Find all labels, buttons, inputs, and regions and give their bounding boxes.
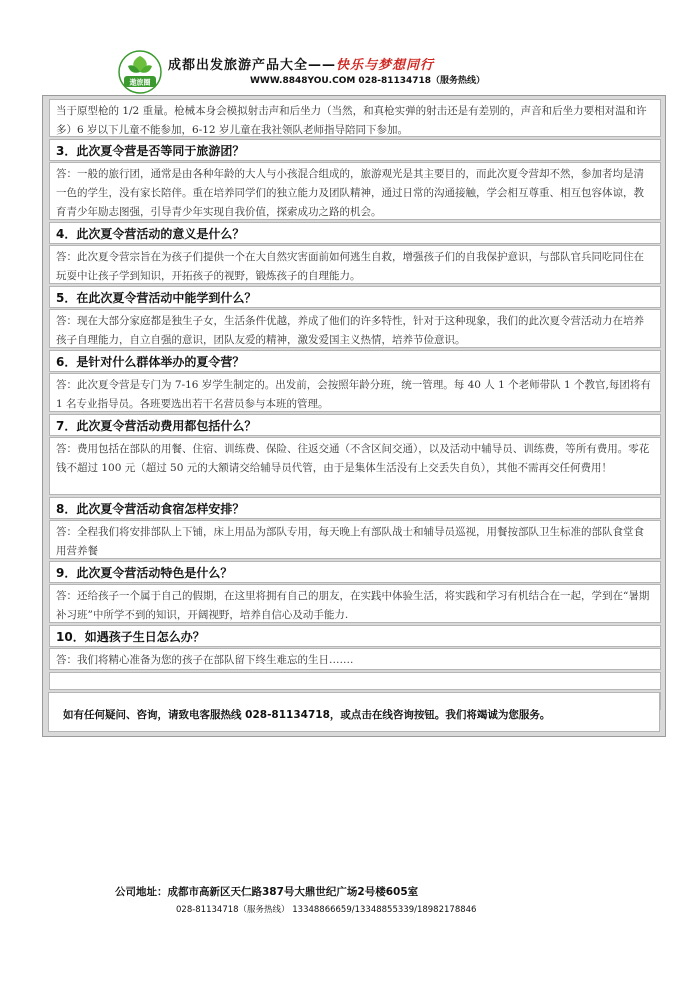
company-phones: 028-81134718（服务热线） 13348866659/13348855339/18982178846 xyxy=(176,905,477,915)
header-title-text: 成都出发旅游产品大全—— xyxy=(168,58,337,73)
question-7: 7．此次夏令营活动费用都包括什么？ xyxy=(49,414,661,436)
answer-6: 答：此次夏令营是专门为 7-16 岁学生制定的。出发前，会按照年龄分班，统一管理。每 40 人 1 个老师带队 1 个教官,每团将有 1 名专业指导员。各班要选出若干名营员参与本班的管理。 xyxy=(49,373,661,412)
question-10: 10．如遇孩子生日怎么办？ xyxy=(49,625,661,647)
header-slogan: 快乐与梦想同行 xyxy=(336,58,435,73)
page-header xyxy=(0,0,700,95)
contact-note-row xyxy=(48,692,660,732)
answer-10: 答：我们将精心准备为您的孩子在部队留下终生难忘的生日……. xyxy=(49,648,661,670)
question-4: 4．此次夏令营活动的意义是什么？ xyxy=(49,222,661,244)
answer-5: 答：现在大部分家庭都是独生子女，生活条件优越，养成了他们的许多特性，针对于这种现象，我们的此次夏令营活动力在培养孩子自理能力，自立自强的意识，团队友爱的精神，激发爱国主义热情，培养节俭意识。 xyxy=(49,309,661,348)
qa-frame xyxy=(42,95,666,737)
answer-8: 答：全程我们将安排部队上下铺，床上用品为部队专用，每天晚上有部队战士和辅导员巡视，用餐按部队卫生标准的部队食堂食用营养餐 xyxy=(49,520,661,559)
company-address: 公司地址：成都市高新区天仁路387号大鼎世纪广场2号楼605室 xyxy=(115,886,419,898)
answer-9: 答：还给孩子一个属于自己的假期，在这里将拥有自己的朋友，在实践中体验生活，将实践和学习有机结合在一起，学到在“暑期补习班”中所学不到的知识，开阔视野，培养自信心及动手能力. xyxy=(49,584,661,623)
empty-row xyxy=(49,672,661,690)
logo-icon xyxy=(118,50,162,94)
question-6: 6．是针对什么群体举办的夏令营？ xyxy=(49,350,661,372)
answer-7: 答：费用包括在部队的用餐、住宿、训练费、保险、往返交通（不含区间交通），以及活动中辅导员、训练费，等所有费用。零花钱不超过 100 元（超过 50 元的大额请交给辅导员代管，由于是集体生活没有上交丢失自负），其他不需再交任何费用！ xyxy=(49,437,661,495)
contact-note: 如有任何疑问、咨询，请致电客服热线 028-81134718，或点击在线咨询按钮。我们将竭诚为您服务。 xyxy=(63,709,551,721)
question-5: 5．在此次夏令营活动中能学到什么？ xyxy=(49,286,661,308)
answer-4: 答：此次夏令营宗旨在为孩子们提供一个在大自然灾害面前如何逃生自救，增强孩子们的自我保护意识，与部队官兵同吃同住在玩耍中让孩子学到知识，开拓孩子的视野，锻炼孩子的自理能力。 xyxy=(49,245,661,284)
intro-continuation: 当于原型枪的 1/2 重量。枪械本身会模拟射击声和后坐力（当然，和真枪实弹的射击还是有差别的，声音和后坐力要相对温和许多）6 岁以下儿童不能参加，6-12 岁儿童在我社领队老师指导陪同下参加。 xyxy=(49,99,661,137)
logo-text: 遨旅圈 xyxy=(129,78,151,87)
header-title xyxy=(168,54,434,73)
header-subtitle: WWW.8848YOU.COM 028-81134718（服务热线） xyxy=(250,76,486,86)
question-3: 3．此次夏令营是否等同于旅游团？ xyxy=(49,139,661,161)
question-9: 9．此次夏令营活动特色是什么？ xyxy=(49,561,661,583)
question-8: 8．此次夏令营活动食宿怎样安排？ xyxy=(49,497,661,519)
answer-3: 答：一般的旅行团，通常是由各种年龄的大人与小孩混合组成的，旅游观光是其主要目的，而此次夏令营却不然，参加者均是清一色的学生，没有家长陪伴。重在培养同学们的独立能力及团队精神，通过日常的沟通接触，学会相互尊重、相互包容体谅，教育青少年励志图强，引导青少年实现自我价值，探索成功之路的机会。 xyxy=(49,162,661,220)
